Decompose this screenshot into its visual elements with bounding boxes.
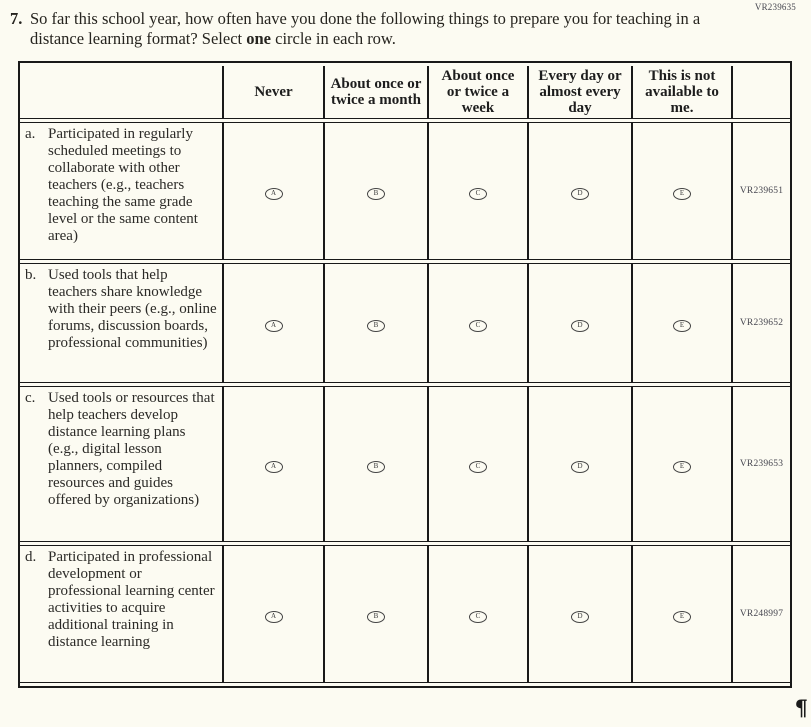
option-bubble-c[interactable]: C (469, 611, 487, 623)
row-letter: b. (25, 267, 37, 283)
column-header-code (733, 66, 790, 119)
column-header-stem (20, 66, 224, 119)
option-bubble-e[interactable]: E (673, 611, 691, 623)
row-letter: c. (25, 390, 36, 406)
row-stem-cell (20, 386, 224, 542)
option-bubble-a[interactable]: A (265, 188, 283, 200)
row-code: VR239652 (733, 263, 790, 383)
option-cell (429, 545, 529, 683)
grid-row-b (20, 263, 790, 383)
column-header-not-available: This is not available to me. (633, 66, 733, 119)
column-header-never: Never (224, 66, 325, 119)
form-code-top: VR239635 (754, 2, 796, 12)
option-bubble-d[interactable]: D (571, 611, 589, 623)
pilcrow-mark: ¶ (794, 695, 808, 720)
row-stem-text: Used tools that help teachers share knowledge with their peers (e.g., online forums, discussion boards, professional communities) (48, 267, 217, 351)
row-stem-text: Participated in professional development or professional learning center activities to acquire additional training in distance learning (48, 549, 215, 650)
option-cell (633, 263, 733, 383)
option-cell (633, 386, 733, 542)
option-cell (224, 263, 325, 383)
row-stem-cell (20, 263, 224, 383)
option-cell (325, 122, 429, 260)
row-letter: a. (25, 126, 36, 142)
option-cell (224, 545, 325, 683)
option-bubble-e[interactable]: E (673, 461, 691, 473)
option-cell (325, 386, 429, 542)
option-bubble-a[interactable]: A (265, 611, 283, 623)
option-cell (529, 122, 633, 260)
option-cell (429, 122, 529, 260)
option-bubble-c[interactable]: C (469, 188, 487, 200)
option-cell (633, 122, 733, 260)
option-bubble-a[interactable]: A (265, 461, 283, 473)
question-number: 7. (10, 9, 23, 28)
row-code: VR239653 (733, 386, 790, 542)
row-stem-text: Participated in regularly scheduled meetings to collaborate with other teachers (e.g., teachers teaching the same grade level or the same content area) (48, 126, 198, 244)
question-text-part1: So far this school year, how often have you done the following things to prepare you for teaching in a distance learning format? Select (30, 9, 701, 48)
option-cell (429, 263, 529, 383)
row-stem-text: Used tools or resources that help teachers develop distance learning plans (e.g., digital lesson planners, compiled resources and guides offered by organizations) (48, 390, 215, 508)
column-header-once-twice-month: About once or twice a month (325, 66, 429, 119)
row-stem-cell (20, 122, 224, 260)
option-bubble-b[interactable]: B (367, 188, 385, 200)
question-block (0, 0, 811, 49)
option-cell (224, 122, 325, 260)
option-bubble-e[interactable]: E (673, 320, 691, 332)
column-header-once-twice-week: About once or twice a week (429, 66, 529, 119)
header-row (20, 66, 790, 119)
question-text-part2: circle in each row. (271, 29, 396, 48)
option-cell (529, 386, 633, 542)
option-bubble-b[interactable]: B (367, 320, 385, 332)
option-bubble-d[interactable]: D (571, 188, 589, 200)
row-stem-cell (20, 545, 224, 683)
option-bubble-d[interactable]: D (571, 320, 589, 332)
option-cell (224, 386, 325, 542)
grid-row-d (20, 545, 790, 683)
option-bubble-d[interactable]: D (571, 461, 589, 473)
response-grid (18, 61, 792, 688)
column-header-every-day: Every day or almost every day (529, 66, 633, 119)
question-text (30, 9, 710, 49)
row-letter: d. (25, 549, 37, 565)
option-cell (429, 386, 529, 542)
option-cell (529, 545, 633, 683)
option-cell (529, 263, 633, 383)
option-bubble-c[interactable]: C (469, 461, 487, 473)
option-cell (325, 545, 429, 683)
option-bubble-a[interactable]: A (265, 320, 283, 332)
grid-row-c (20, 386, 790, 542)
option-bubble-b[interactable]: B (367, 461, 385, 473)
option-bubble-e[interactable]: E (673, 188, 691, 200)
row-code: VR239651 (733, 122, 790, 260)
option-cell (325, 263, 429, 383)
option-cell (633, 545, 733, 683)
option-bubble-b[interactable]: B (367, 611, 385, 623)
row-code: VR248997 (733, 545, 790, 683)
grid-row-a (20, 122, 790, 260)
option-bubble-c[interactable]: C (469, 320, 487, 332)
question-text-bold: one (246, 29, 271, 48)
